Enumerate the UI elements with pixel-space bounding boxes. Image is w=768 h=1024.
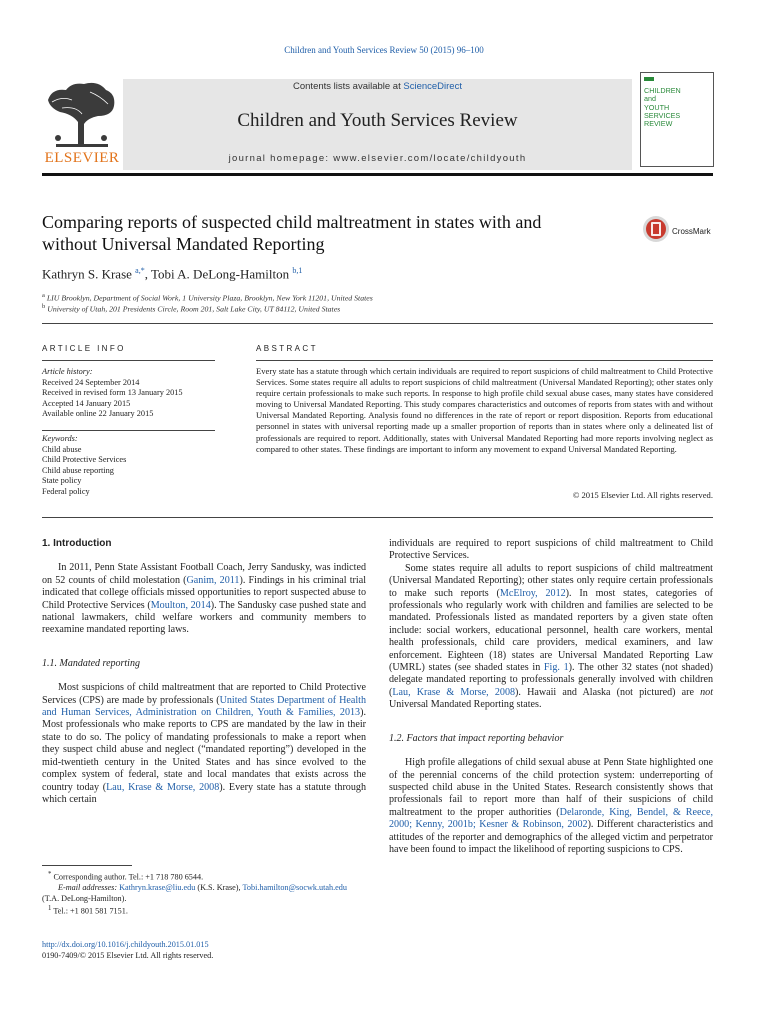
author-list [42,266,302,282]
paragraph [42,562,366,636]
email-label: E-mail addresses: [58,883,120,893]
cover-title [644,87,681,128]
cover-title-line: SERVICES [644,110,681,120]
cover-accent [644,77,654,81]
article-info-heading: ARTICLE INFO [42,344,126,353]
text-run: Universal Mandated Reporting states. [389,699,542,711]
title-line-2: without Universal Mandated Reporting [42,234,325,254]
affil-mark: b [42,303,46,310]
text-run: In 2011, Penn State Assistant Football Coach, Jerry Sandusky, was indicted on 52 counts of child molestation ( [42,562,366,586]
abstract-heading: ABSTRACT [256,344,318,353]
elsevier-wordmark: ELSEVIER [44,150,120,166]
footnote-text: Corresponding author. Tel.: +1 718 780 6544. [53,872,204,882]
footnotes [42,870,372,917]
keywords-rule [42,430,215,431]
text-run: ). Findings in his criminal trial indicated that college officials missed opportunities to report suspected abuse to Child Protective Services ( [42,574,366,611]
affiliation-rule [42,323,713,324]
footnote-1 [42,904,372,917]
article-info-rule [42,360,215,361]
abstract-rule [256,360,713,361]
citation-link[interactable]: Moulton, 2014 [150,599,211,611]
doi-link[interactable]: http://dx.doi.org/10.1016/j.childyouth.2015.01.015 [42,940,209,949]
citation-link[interactable]: United States Department of Health and Human Services, Administration on Children, Youth & Families, 2013 [42,694,366,719]
paragraph: individuals are required to report suspicions of child maltreatment to Child Protective Services. [389,538,713,562]
email-owner: (K.S. Krase), [195,883,243,893]
footnote-mark: 1 [48,905,52,913]
affiliation-b [42,303,340,314]
text-run: Most suspicions of child maltreatment that are reported to Child Protective Services (CPS) are made by professionals ( [42,682,366,706]
footnote-rule [42,865,132,866]
history-item: Available online 22 January 2015 [42,409,154,419]
text-run: ). Hawaii and Alaska (not pictured) are [515,686,701,698]
subsection-title: 1.1. Mandated reporting [42,657,140,669]
author-affil-mark[interactable]: a,* [135,266,145,275]
keyword: Federal policy [42,486,90,496]
paragraph [389,757,713,856]
keywords [42,434,222,498]
paragraph [42,682,366,806]
article-title [42,211,632,255]
text-run: ). Different characteristics and attitudes of the reporter and demographics of the alleged victim and perpetrator have been found to impact the likelihood of reporting suspicions to CPS. [389,819,714,855]
header-rule [42,173,713,176]
email-owner: (T.A. DeLong-Hamilton). [42,893,127,903]
journal-title: Children and Youth Services Review [237,110,518,131]
contents-prefix: Contents lists available at [293,81,404,92]
affil-text: University of Utah, 201 Presidents Circle, Room 201, Salt Lake City, UT 84112, United States [47,304,341,314]
abstract-copyright: © 2015 Elsevier Ltd. All rights reserved. [572,490,713,500]
abstract-bottom-rule [42,517,713,518]
contents-line [123,81,632,92]
article-history [42,367,222,420]
title-line-1: Comparing reports of suspected child maltreatment in states with and [42,212,542,232]
cover-title-line: CHILDREN [644,86,681,95]
text-run: Some states require all adults to report suspicions of child maltreatment (Universal Mandated Reporting); other states only require certain professionals to make such reports ( [389,562,713,599]
journal-homepage[interactable]: journal homepage: www.elsevier.com/locate/childyouth [228,153,527,164]
citation-link[interactable]: McElroy, 2012 [499,587,566,599]
crossmark-icon[interactable] [642,214,670,244]
emphasis: not [700,686,714,698]
text-run: ). Every state has a statute through which certain [42,781,366,805]
keyword: Child abuse [42,444,82,454]
affil-mark: a [42,292,45,299]
abstract-text: Every state has a statute through which certain individuals are required to report suspicions of child maltreatment to Child Protective Services. Some states require all adults to report suspicions of child maltreatment (Universal Mandated Reporting); other states only require certain professionals to make such reports. In response to high profile child sexual abuse cases, many states have considered moving to Universal Mandated Reporting. This study compares characteristics and outcomes of reports from states with and without Universal Mandated Reporting. Analysis found no differences in the rate of report or report disposition. Reports from educational personnel in states with universal reporting made up a smaller proportion of reports than in states where only a delineated list of professionals are required to report. Additionally, states with Universal Mandated Reporting had more reports involving neglect as compared to other states. These findings are important to inform any movement to expand Universal Mandated Reporting. [256,366,713,454]
doi-block [42,940,213,961]
citation-link[interactable]: Delaronde, King, Bendel, & Reece, 2000; Kenny, 2001b; Kesner & Robinson, 2002 [389,806,713,831]
keyword: Child abuse reporting [42,465,114,475]
affil-text: LIU Brooklyn, Department of Social Work, 1 University Plaza, Brooklyn, New York 11201, United States [46,293,373,303]
corresponding-author-note [42,870,372,883]
keyword: Child Protective Services [42,455,127,465]
email-note [42,883,372,894]
cover-title-line: and [644,94,656,104]
history-item: Accepted 14 January 2015 [42,398,131,408]
email-link[interactable]: Kathryn.krase@liu.edu [119,883,196,893]
figure-link[interactable]: Fig. 1 [543,662,569,674]
citation-link[interactable]: Lau, Krase & Morse, 2008 [106,781,220,793]
keywords-label: Keywords: [42,434,78,443]
history-item: Received 24 September 2014 [42,377,140,387]
journal-cover-thumbnail[interactable] [640,72,714,167]
text-run: ). The Sandusky case pushed state and national lawmakers, child welfare workers and community members to reexamine mandated reporting laws. [42,599,366,636]
affiliation-a [42,292,373,303]
left-column [42,538,366,806]
history-label: Article history: [42,367,93,376]
author-name: Tobi A. DeLong-Hamilton [150,266,293,282]
paragraph [389,563,713,712]
text-run: ). Most professionals who make reports to CPS are mandated by the law in their state to do so. The policy of mandating professionals to make a report when they suspect child abuse and neglect (“mandated reporting”) developed in the mid-twentieth century in the United States and has since evolved to the complex system of federal, state and local mandates that exists across the country today ( [42,707,366,793]
journal-citation[interactable]: Children and Youth Services Review 50 (2015) 96–100 [284,45,484,55]
section-title: 1. Introduction [42,538,112,549]
text-run: ). In most states, categories of professionals who regularly work with children and families are selected to be mandated. Professionals listed as mandated reporters by a given state often include: social workers, educational personnel, health care workers, mental health professionals, child care providers, medical examiners, and law enforcement. Eighteen (18) states are Universal Mandated Reporting Law (UMRL) states (see shaded states in [389,587,713,674]
crossmark-label[interactable]: CrossMark [672,227,711,236]
author-affil-mark[interactable]: b,1 [292,266,303,275]
author-separator: , [144,266,151,282]
email-link[interactable]: Tobi.hamilton@socwk.utah.edu [242,883,347,893]
keyword: State policy [42,476,82,486]
author-name: Kathryn S. Krase [42,266,136,282]
citation-link[interactable]: Lau, Krase & Morse, 2008 [392,686,516,698]
issn-line: 0190-7409/© 2015 Elsevier Ltd. All rights reserved. [42,950,214,960]
right-column [389,538,713,856]
footnote-mark: * [48,871,52,878]
cover-title-line: REVIEW [644,119,673,129]
history-item: Received in revised form 13 January 2015 [42,388,183,398]
citation-link[interactable]: Ganim, 2011 [186,574,240,586]
sciencedirect-link[interactable]: ScienceDirect [403,81,462,92]
cover-title-line: YOUTH [644,102,670,112]
subsection-title: 1.2. Factors that impact reporting behavior [389,732,564,744]
footnote-text: Tel.: +1 801 581 7151. [53,906,128,916]
text-run: ). The other 32 states (not shaded) delegate mandated reporting to professionals generally involved with children ( [389,662,713,698]
text-run: High profile allegations of child sexual abuse at Penn State highlighted one of the perennial concerns of the child protection system: underreporting of suspected child abuse in the United States. Research consistently shows that professionals fail to report more than half of their suspicions of child maltreatment to the proper authorities ( [389,757,713,818]
